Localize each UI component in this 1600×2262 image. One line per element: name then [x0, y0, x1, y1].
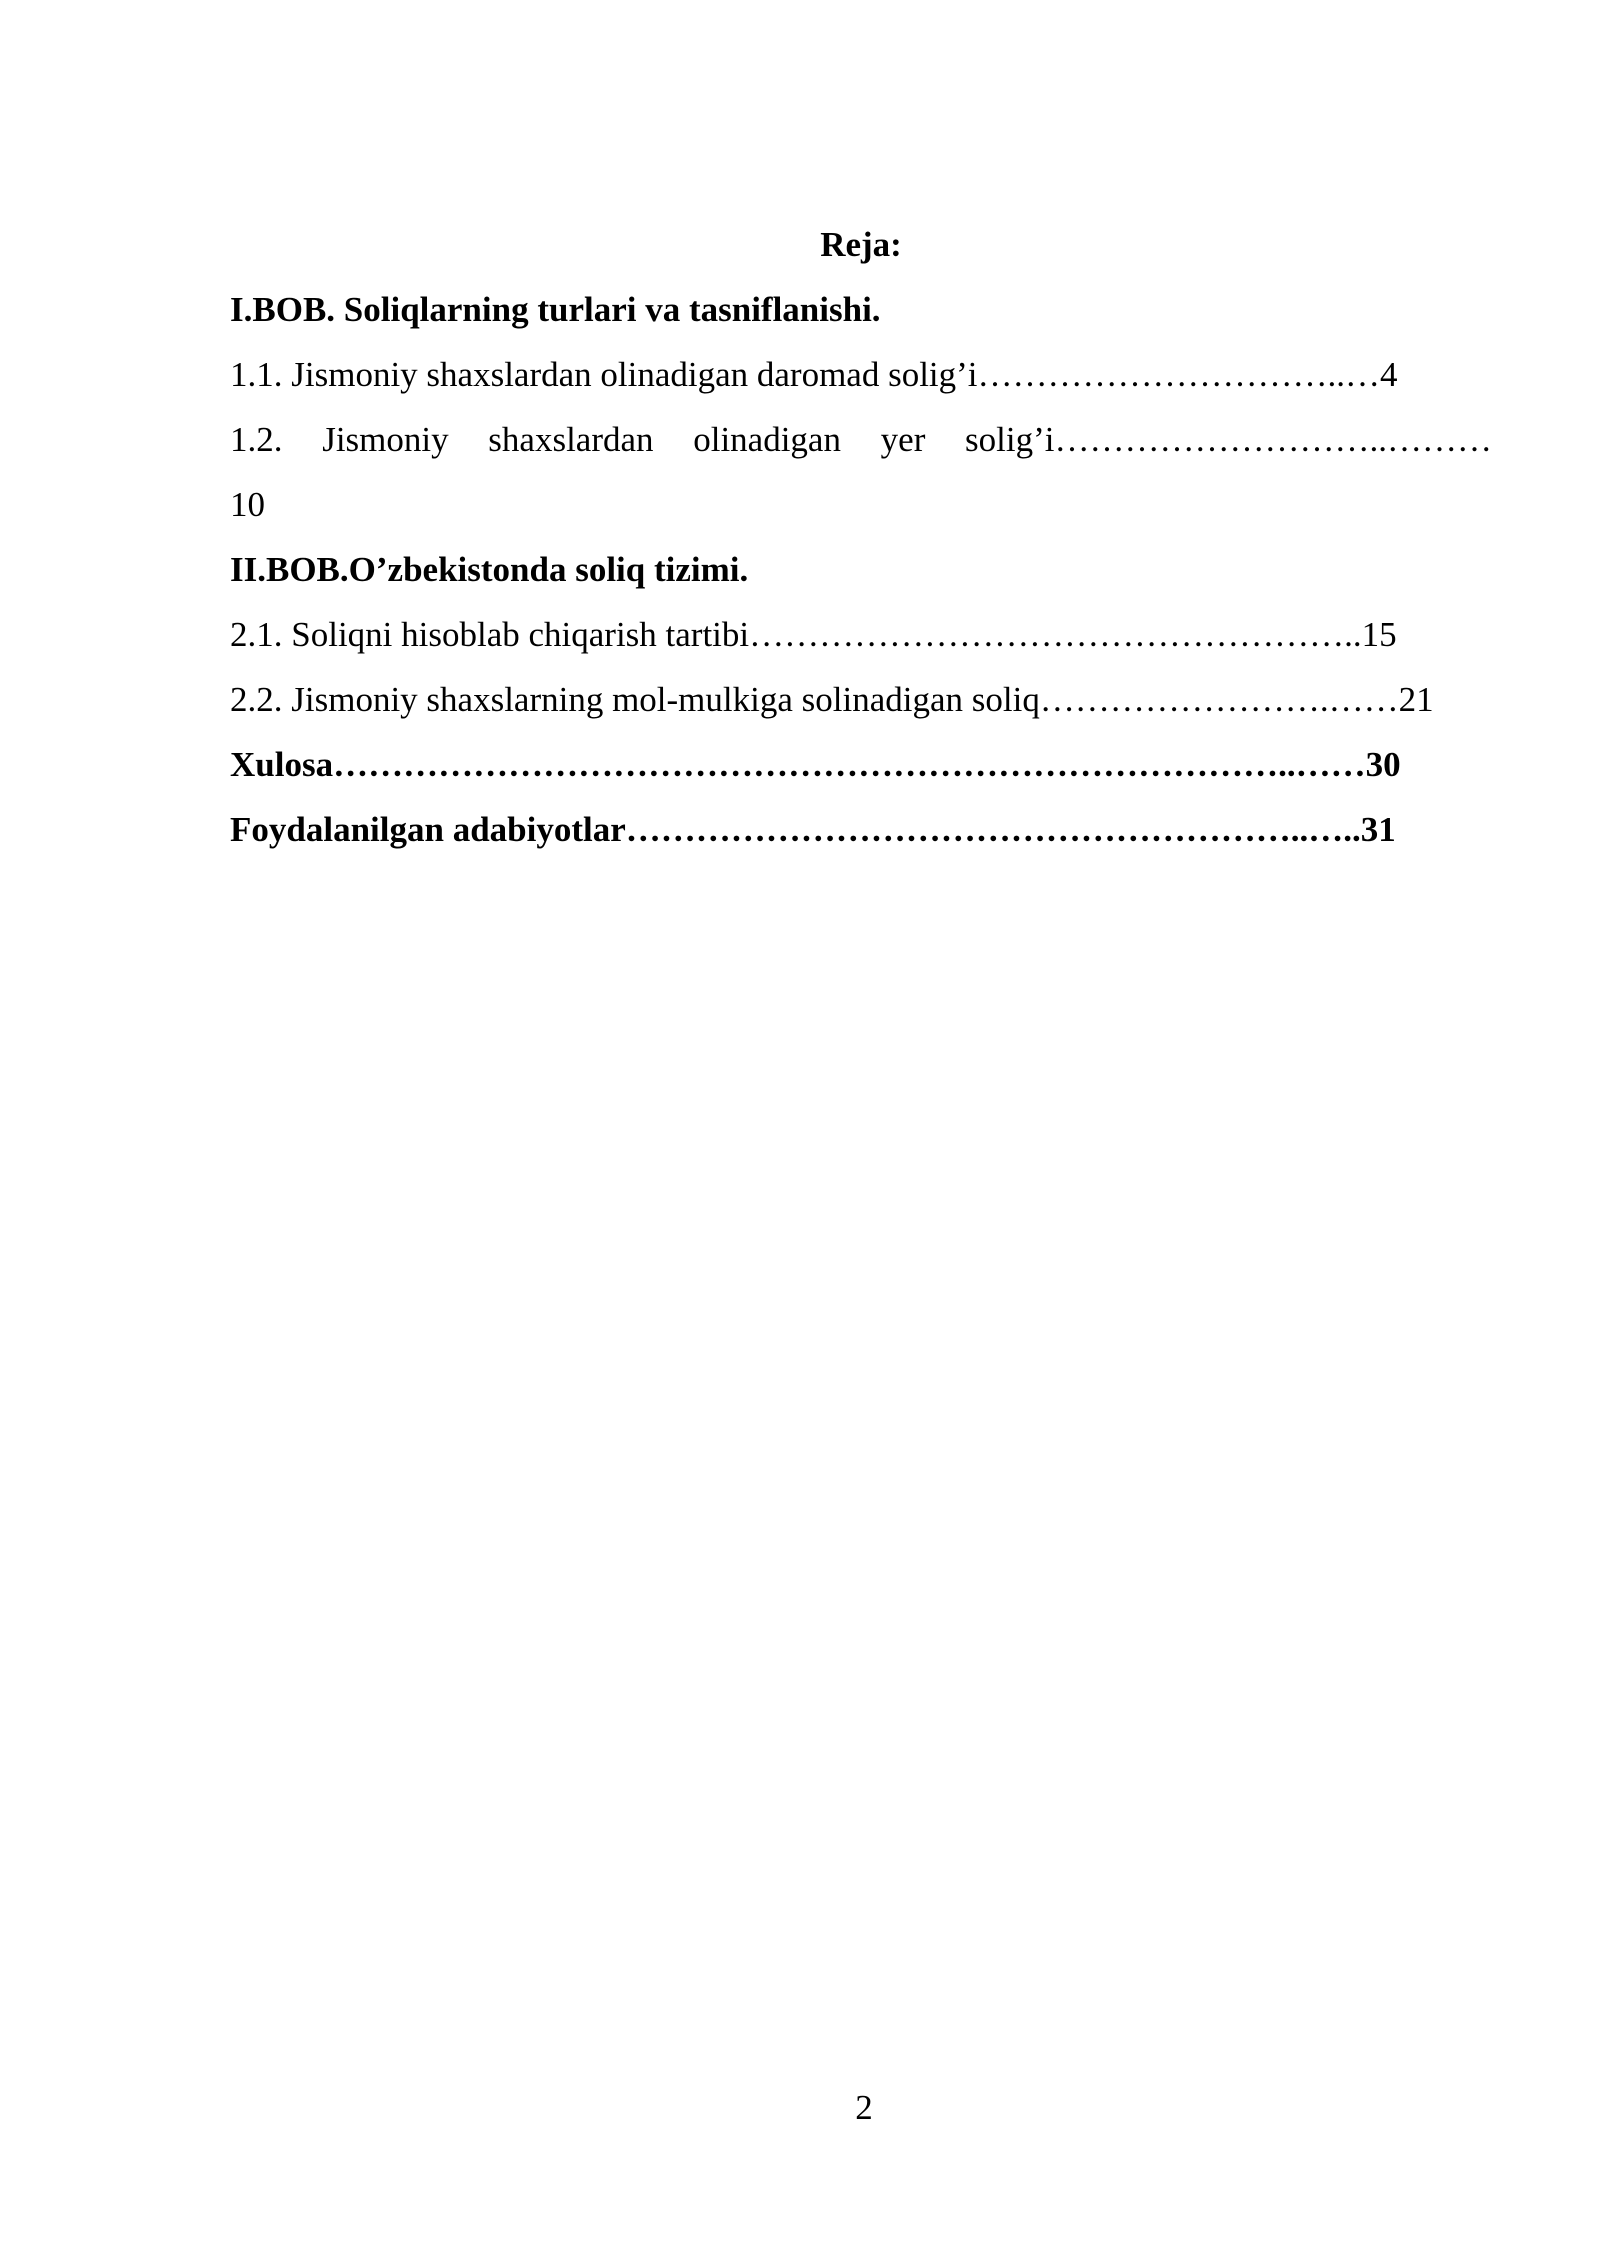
toc-chapter-1: I.BOB. Soliqlarning turlari va tasniflanishi. — [230, 290, 881, 329]
page-number: 2 — [855, 2088, 873, 2127]
toc-section-1-2-page: 10 — [230, 485, 265, 524]
table-of-contents — [230, 212, 1492, 862]
toc-chapter-2: II.BOB.O’zbekistonda soliq tizimi. — [230, 550, 749, 589]
toc-section-2-2: 2.2. Jismoniy shaxslarning mol-mulkiga solinadigan soliq…………………….……21 — [230, 680, 1434, 719]
toc-conclusion: Xulosa………………………………………………………………………..……30 — [230, 745, 1401, 784]
toc-section-2-1: 2.1. Soliqni hisoblab chiqarish tartibi……………………………………………..15 — [230, 615, 1397, 654]
toc-section-1-2: 1.2. Jismoniy shaxslardan olinadigan yer solig’i………………………..……… — [230, 420, 1492, 459]
toc-section-1-1: 1.1. Jismoniy shaxslardan olinadigan daromad solig’i…………………………..…4 — [230, 355, 1398, 394]
toc-title: Reja: — [820, 225, 902, 264]
toc-references: Foydalanilgan adabiyotlar…………………………………………………..…..31 — [230, 810, 1396, 849]
